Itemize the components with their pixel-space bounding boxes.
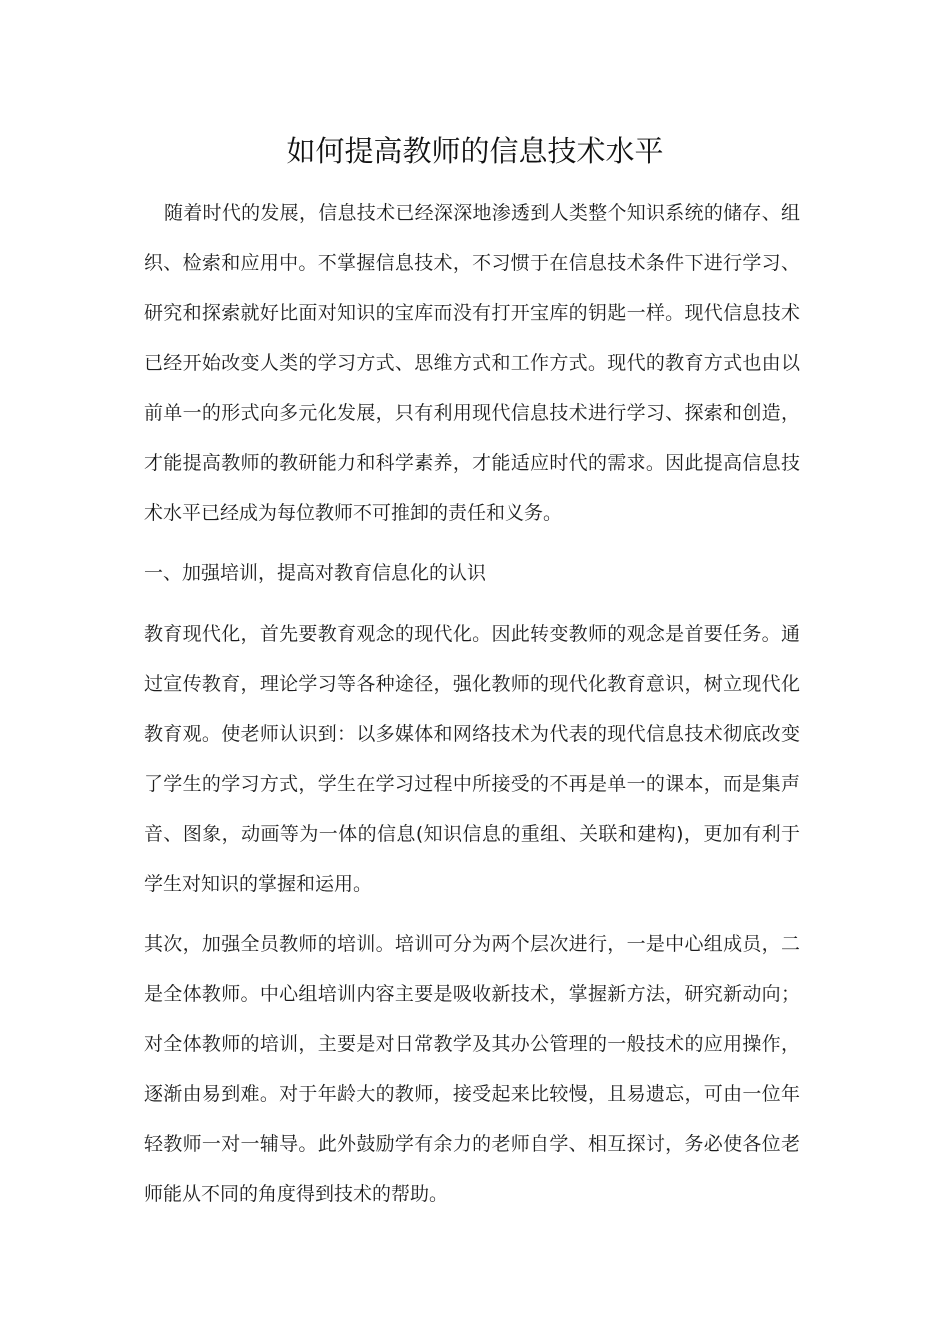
- body-paragraph: 其次，加强全员教师的培训。培训可分为两个层次进行，一是中心组成员，二是全体教师。中心组培训内容主要是吸收新技术，掌握新方法，研究新动向；对全体教师的培训，主要是对日常教学及其办公管理的一般技术的应用操作，逐渐由易到难。对于年龄大的教师，接受起来比较慢，且易遗忘，可由一位年轻教师一对一辅导。此外鼓励学有余力的老师自学、相互探讨，务必使各位老师能从不同的角度得到技术的帮助。: [144, 933, 800, 1205]
- document-title: 如何提高教师的信息技术水平: [286, 134, 664, 168]
- body-paragraph: 教育现代化，首先要教育观念的现代化。因此转变教师的观念是首要任务。通过宣传教育，理论学习等各种途径，强化教师的现代化教育意识，树立现代化教育观。使老师认识到：以多媒体和网络技术为代表的现代信息技术彻底改变了学生的学习方式，学生在学习过程中所接受的不再是单一的课本，而是集声音、图象，动画等为一体的信息(知识信息的重组、关联和建构)，更加有利于学生对知识的掌握和运用。: [144, 623, 800, 895]
- intro-paragraph: 随着时代的发展，信息技术已经深深地渗透到人类整个知识系统的储存、组织、检索和应用中。不掌握信息技术，不习惯于在信息技术条件下进行学习、研究和探索就好比面对知识的宝库而没有打开宝库的钥匙一样。现代信息技术已经开始改变人类的学习方式、思维方式和工作方式。现代的教育方式也由以前单一的形式向多元化发展，只有利用现代信息技术进行学习、探索和创造，才能提高教师的教研能力和科学素养，才能适应时代的需求。因此提高信息技术水平已经成为每位教师不可推卸的责任和义务。: [144, 202, 800, 524]
- section-heading: 一、加强培训，提高对教育信息化的认识: [144, 562, 487, 584]
